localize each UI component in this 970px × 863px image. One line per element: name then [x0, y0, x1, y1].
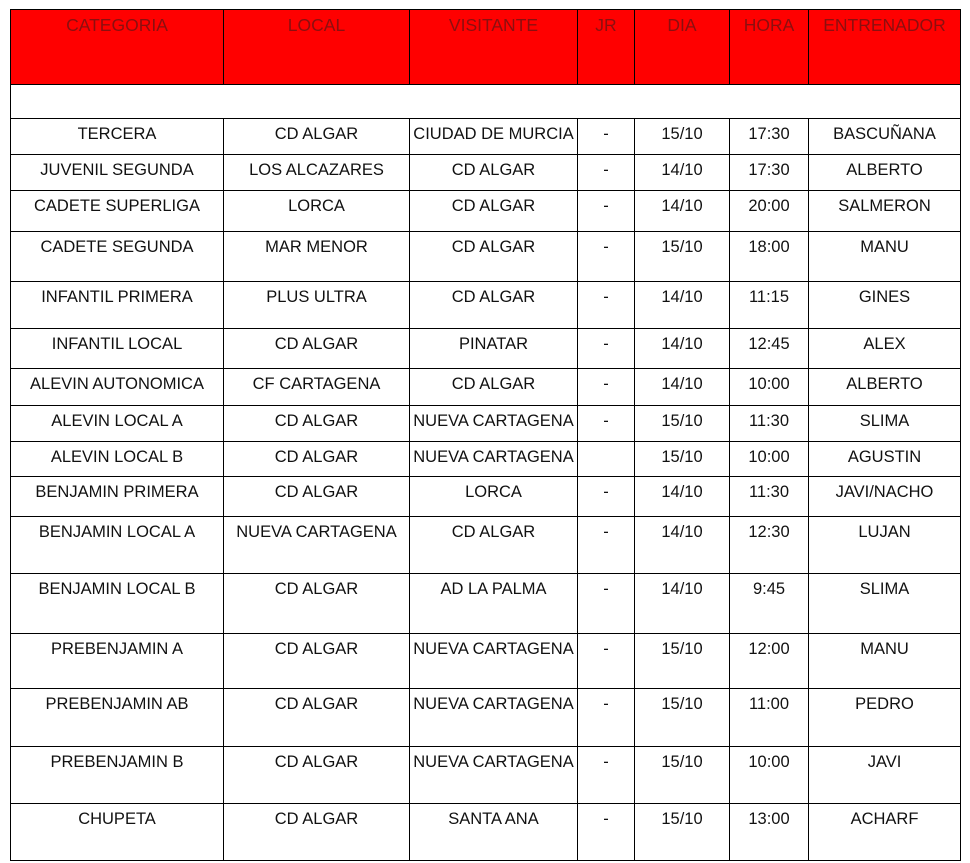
header-local: LOCAL — [224, 10, 410, 85]
cell-categoria: CADETE SEGUNDA — [11, 232, 224, 282]
spacer-cell — [11, 85, 961, 119]
cell-categoria: ALEVIN LOCAL B — [11, 442, 224, 477]
cell-dia: 14/10 — [635, 574, 730, 634]
cell-local: CD ALGAR — [224, 747, 410, 804]
cell-entrenador: PEDRO — [809, 689, 961, 747]
cell-jr: - — [578, 369, 635, 406]
cell-jr: - — [578, 517, 635, 574]
cell-hora: 12:00 — [730, 634, 809, 689]
cell-visitante: PINATAR — [410, 329, 578, 369]
cell-local: CD ALGAR — [224, 689, 410, 747]
cell-dia: 15/10 — [635, 804, 730, 861]
table-row — [11, 282, 961, 329]
cell-entrenador: AGUSTIN — [809, 442, 961, 477]
cell-hora: 18:00 — [730, 232, 809, 282]
cell-entrenador: GINES — [809, 282, 961, 329]
cell-local: LORCA — [224, 191, 410, 232]
cell-local: CD ALGAR — [224, 406, 410, 442]
table-row — [11, 369, 961, 406]
cell-categoria: PREBENJAMIN AB — [11, 689, 224, 747]
cell-entrenador: ACHARF — [809, 804, 961, 861]
cell-hora: 10:00 — [730, 369, 809, 406]
cell-categoria: ALEVIN LOCAL A — [11, 406, 224, 442]
cell-jr: - — [578, 406, 635, 442]
cell-hora: 20:00 — [730, 191, 809, 232]
cell-hora: 13:00 — [730, 804, 809, 861]
table-row — [11, 517, 961, 574]
cell-visitante: NUEVA CARTAGENA — [410, 634, 578, 689]
cell-categoria: INFANTIL PRIMERA — [11, 282, 224, 329]
cell-dia: 15/10 — [635, 119, 730, 155]
cell-local: CF CARTAGENA — [224, 369, 410, 406]
cell-visitante: SANTA ANA — [410, 804, 578, 861]
table-row — [11, 574, 961, 634]
cell-categoria: CHUPETA — [11, 804, 224, 861]
cell-hora: 11:30 — [730, 477, 809, 517]
table-row — [11, 191, 961, 232]
cell-entrenador: BASCUÑANA — [809, 119, 961, 155]
header-categoria: CATEGORIA — [11, 10, 224, 85]
header-jr: JR — [578, 10, 635, 85]
cell-categoria: TERCERA — [11, 119, 224, 155]
cell-local: CD ALGAR — [224, 119, 410, 155]
header-visitante: VISITANTE — [410, 10, 578, 85]
cell-jr: - — [578, 574, 635, 634]
cell-jr: - — [578, 634, 635, 689]
header-dia: DIA — [635, 10, 730, 85]
cell-visitante: NUEVA CARTAGENA — [410, 442, 578, 477]
cell-dia: 14/10 — [635, 155, 730, 191]
cell-visitante: CD ALGAR — [410, 282, 578, 329]
cell-categoria: CADETE SUPERLIGA — [11, 191, 224, 232]
table-row — [11, 442, 961, 477]
table-row — [11, 747, 961, 804]
cell-hora: 10:00 — [730, 442, 809, 477]
cell-hora: 12:45 — [730, 329, 809, 369]
cell-categoria: INFANTIL LOCAL — [11, 329, 224, 369]
cell-jr — [578, 442, 635, 477]
cell-entrenador: JAVI — [809, 747, 961, 804]
cell-categoria: PREBENJAMIN B — [11, 747, 224, 804]
cell-entrenador: ALBERTO — [809, 155, 961, 191]
cell-local: CD ALGAR — [224, 634, 410, 689]
match-schedule-table — [10, 9, 961, 861]
cell-jr: - — [578, 191, 635, 232]
cell-visitante: CD ALGAR — [410, 232, 578, 282]
cell-jr: - — [578, 119, 635, 155]
cell-jr: - — [578, 689, 635, 747]
table-row — [11, 232, 961, 282]
cell-dia: 15/10 — [635, 442, 730, 477]
cell-jr: - — [578, 282, 635, 329]
cell-categoria: JUVENIL SEGUNDA — [11, 155, 224, 191]
cell-dia: 15/10 — [635, 634, 730, 689]
cell-visitante: LORCA — [410, 477, 578, 517]
cell-entrenador: SLIMA — [809, 574, 961, 634]
cell-local: CD ALGAR — [224, 804, 410, 861]
cell-entrenador: JAVI/NACHO — [809, 477, 961, 517]
cell-visitante: NUEVA CARTAGENA — [410, 689, 578, 747]
cell-categoria: ALEVIN AUTONOMICA — [11, 369, 224, 406]
cell-visitante: AD LA PALMA — [410, 574, 578, 634]
cell-visitante: CD ALGAR — [410, 155, 578, 191]
cell-visitante: CD ALGAR — [410, 517, 578, 574]
header-hora: HORA — [730, 10, 809, 85]
cell-dia: 14/10 — [635, 517, 730, 574]
table-row — [11, 119, 961, 155]
cell-hora: 11:00 — [730, 689, 809, 747]
header-entrenador: ENTRENADOR — [809, 10, 961, 85]
cell-entrenador: MANU — [809, 232, 961, 282]
cell-hora: 17:30 — [730, 119, 809, 155]
cell-visitante: CIUDAD DE MURCIA — [410, 119, 578, 155]
table-row — [11, 634, 961, 689]
cell-local: CD ALGAR — [224, 329, 410, 369]
cell-local: PLUS ULTRA — [224, 282, 410, 329]
cell-visitante: NUEVA CARTAGENA — [410, 747, 578, 804]
table-row — [11, 406, 961, 442]
cell-entrenador: ALEX — [809, 329, 961, 369]
cell-jr: - — [578, 804, 635, 861]
cell-jr: - — [578, 477, 635, 517]
cell-hora: 17:30 — [730, 155, 809, 191]
cell-entrenador: SALMERON — [809, 191, 961, 232]
cell-local: LOS ALCAZARES — [224, 155, 410, 191]
cell-local: CD ALGAR — [224, 477, 410, 517]
cell-local: MAR MENOR — [224, 232, 410, 282]
cell-dia: 14/10 — [635, 477, 730, 517]
schedule-body — [11, 85, 961, 861]
cell-visitante: CD ALGAR — [410, 191, 578, 232]
spacer-row — [11, 85, 961, 119]
cell-entrenador: SLIMA — [809, 406, 961, 442]
cell-visitante: CD ALGAR — [410, 369, 578, 406]
cell-dia: 15/10 — [635, 689, 730, 747]
cell-dia: 14/10 — [635, 329, 730, 369]
table-row — [11, 804, 961, 861]
cell-jr: - — [578, 329, 635, 369]
cell-categoria: BENJAMIN LOCAL A — [11, 517, 224, 574]
table-row — [11, 155, 961, 191]
cell-entrenador: MANU — [809, 634, 961, 689]
cell-entrenador: LUJAN — [809, 517, 961, 574]
table-row — [11, 477, 961, 517]
cell-dia: 15/10 — [635, 747, 730, 804]
cell-local: CD ALGAR — [224, 442, 410, 477]
cell-entrenador: ALBERTO — [809, 369, 961, 406]
cell-dia: 14/10 — [635, 191, 730, 232]
cell-categoria: BENJAMIN LOCAL B — [11, 574, 224, 634]
cell-visitante: NUEVA CARTAGENA — [410, 406, 578, 442]
cell-hora: 10:00 — [730, 747, 809, 804]
cell-hora: 11:30 — [730, 406, 809, 442]
cell-dia: 15/10 — [635, 406, 730, 442]
cell-categoria: BENJAMIN PRIMERA — [11, 477, 224, 517]
cell-categoria: PREBENJAMIN A — [11, 634, 224, 689]
table-row — [11, 689, 961, 747]
table-row — [11, 329, 961, 369]
header-row — [11, 10, 961, 85]
cell-local: NUEVA CARTAGENA — [224, 517, 410, 574]
cell-hora: 11:15 — [730, 282, 809, 329]
cell-dia: 14/10 — [635, 282, 730, 329]
cell-jr: - — [578, 155, 635, 191]
cell-jr: - — [578, 232, 635, 282]
cell-dia: 14/10 — [635, 369, 730, 406]
cell-jr: - — [578, 747, 635, 804]
cell-hora: 9:45 — [730, 574, 809, 634]
cell-dia: 15/10 — [635, 232, 730, 282]
cell-hora: 12:30 — [730, 517, 809, 574]
cell-local: CD ALGAR — [224, 574, 410, 634]
